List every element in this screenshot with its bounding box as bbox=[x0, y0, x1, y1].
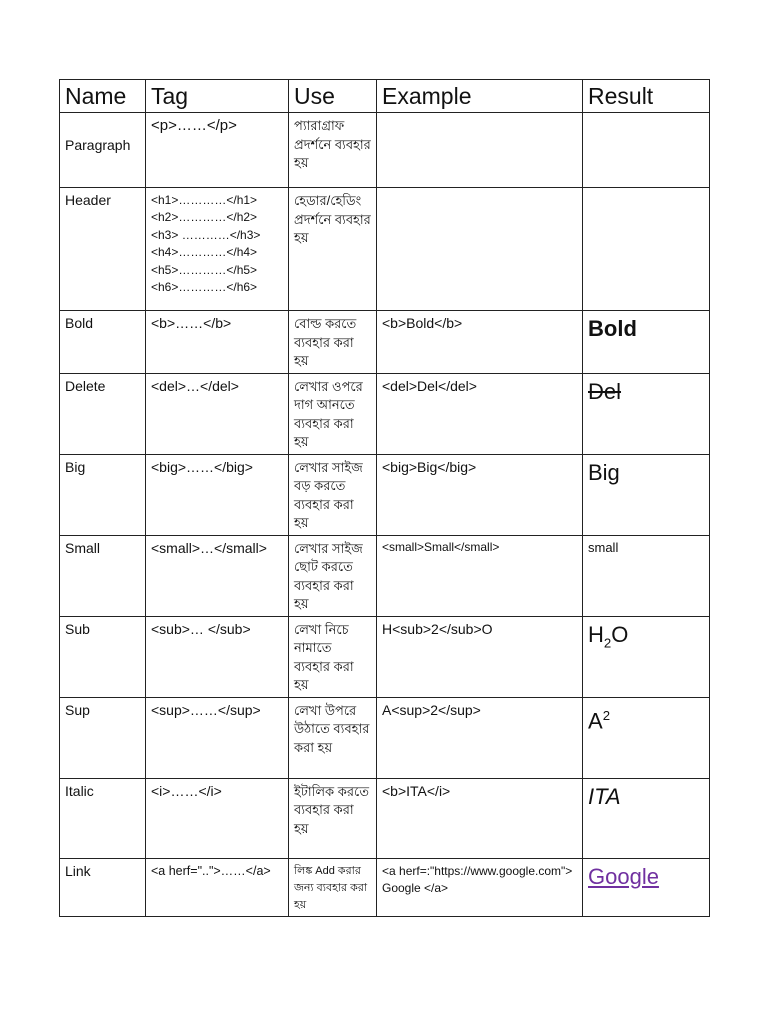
row-result: small bbox=[583, 535, 710, 616]
row-use: লেখা নিচে নামাতে ব্যবহার করা হয় bbox=[289, 616, 377, 697]
result-deleted: Del bbox=[588, 378, 622, 404]
header-name: Name bbox=[60, 80, 146, 113]
row-example: <b>Bold</b> bbox=[377, 311, 583, 374]
row-tag: <sub>… </sub> bbox=[146, 616, 289, 697]
table-row bbox=[60, 373, 710, 454]
html-tags-table bbox=[59, 79, 710, 917]
result-bold: Bold bbox=[588, 316, 637, 341]
result-subscript: 2 bbox=[603, 634, 612, 650]
table-row bbox=[60, 113, 710, 188]
row-tag: <a herf="..">……</a> bbox=[146, 858, 289, 916]
tag-line: <h1>…………</h1> bbox=[151, 193, 258, 207]
row-result bbox=[583, 858, 710, 916]
row-use: লেখার সাইজ বড় করতে ব্যবহার করা হয় bbox=[289, 454, 377, 535]
row-name: Bold bbox=[60, 311, 146, 374]
row-use: লেখার সাইজ ছোট করতে ব্যবহার করা হয় bbox=[289, 535, 377, 616]
row-tag: <big>……</big> bbox=[146, 454, 289, 535]
row-example: <b>ITA</i> bbox=[377, 778, 583, 858]
tag-line: <h4>…………</h4> bbox=[151, 245, 258, 260]
table-row bbox=[60, 616, 710, 697]
row-use: লেখার ওপরে দাগ আনতে ব্যবহার করা হয় bbox=[289, 373, 377, 454]
tag-line: <h2>…………</h2> bbox=[151, 210, 258, 225]
header-tag: Tag bbox=[146, 80, 289, 113]
row-example bbox=[377, 113, 583, 188]
row-example: A<sup>2</sup> bbox=[377, 697, 583, 778]
row-example: H<sub>2</sub>O bbox=[377, 616, 583, 697]
row-name: Sub bbox=[60, 616, 146, 697]
row-result bbox=[583, 311, 710, 374]
table-row bbox=[60, 188, 710, 311]
table-row bbox=[60, 535, 710, 616]
row-example: <del>Del</del> bbox=[377, 373, 583, 454]
result-base: A bbox=[588, 707, 603, 733]
row-result bbox=[583, 697, 710, 778]
result-tail: O bbox=[611, 621, 629, 647]
row-example bbox=[377, 188, 583, 311]
table-row bbox=[60, 311, 710, 374]
table-row bbox=[60, 697, 710, 778]
row-result bbox=[583, 778, 710, 858]
row-name: Paragraph bbox=[60, 113, 146, 188]
header-row bbox=[60, 80, 710, 113]
row-result bbox=[583, 113, 710, 188]
result-superscript: 2 bbox=[602, 707, 611, 723]
row-name: Delete bbox=[60, 373, 146, 454]
row-tag: <b>……</b> bbox=[146, 311, 289, 374]
row-name: Header bbox=[60, 188, 146, 311]
row-example: <big>Big</big> bbox=[377, 454, 583, 535]
table-row bbox=[60, 858, 710, 916]
result-italic: ITA bbox=[588, 783, 621, 809]
row-name: Link bbox=[60, 858, 146, 916]
row-result: Big bbox=[583, 454, 710, 535]
row-example: <a herf=:"https://www.google.com"> Google </a> bbox=[377, 858, 583, 916]
row-use: লেখা উপরে উঠাতে ব্যবহার করা হয় bbox=[289, 697, 377, 778]
tag-line: <h3> …………</h3> bbox=[151, 227, 261, 242]
row-name: Italic bbox=[60, 778, 146, 858]
row-tag: <i>……</i> bbox=[146, 778, 289, 858]
row-tag: <sup>……</sup> bbox=[146, 697, 289, 778]
header-use: Use bbox=[289, 80, 377, 113]
header-result: Result bbox=[583, 80, 710, 113]
google-link[interactable]: Google bbox=[588, 863, 659, 889]
row-result bbox=[583, 188, 710, 311]
row-tag: <p>……</p> bbox=[146, 113, 289, 188]
row-example: <small>Small</small> bbox=[377, 535, 583, 616]
row-use: ইটালিক করতে ব্যবহার করা হয় bbox=[289, 778, 377, 858]
row-tag: <del>…</del> bbox=[146, 373, 289, 454]
row-name: Small bbox=[60, 535, 146, 616]
row-use: প্যারাগ্রাফ প্রদর্শনে ব্যবহার হয় bbox=[289, 113, 377, 188]
row-name: Big bbox=[60, 454, 146, 535]
result-base: H bbox=[588, 621, 604, 647]
row-name: Sup bbox=[60, 697, 146, 778]
table-row bbox=[60, 454, 710, 535]
table-row bbox=[60, 778, 710, 858]
row-use: বোল্ড করতে ব্যবহার করা হয় bbox=[289, 311, 377, 374]
row-tag: <small>…</small> bbox=[146, 535, 289, 616]
tag-line: <h5>…………</h5> bbox=[151, 262, 258, 277]
row-use: লিঙ্ক Add করার জন্য ব্যবহার করা হয় bbox=[289, 858, 377, 916]
row-tag bbox=[146, 188, 289, 311]
row-use: হেডার/হেডিং প্রদর্শনে ব্যবহার হয় bbox=[289, 188, 377, 311]
row-result bbox=[583, 616, 710, 697]
row-result bbox=[583, 373, 710, 454]
header-example: Example bbox=[377, 80, 583, 113]
tag-line: <h6>…………</h6> bbox=[151, 280, 258, 295]
